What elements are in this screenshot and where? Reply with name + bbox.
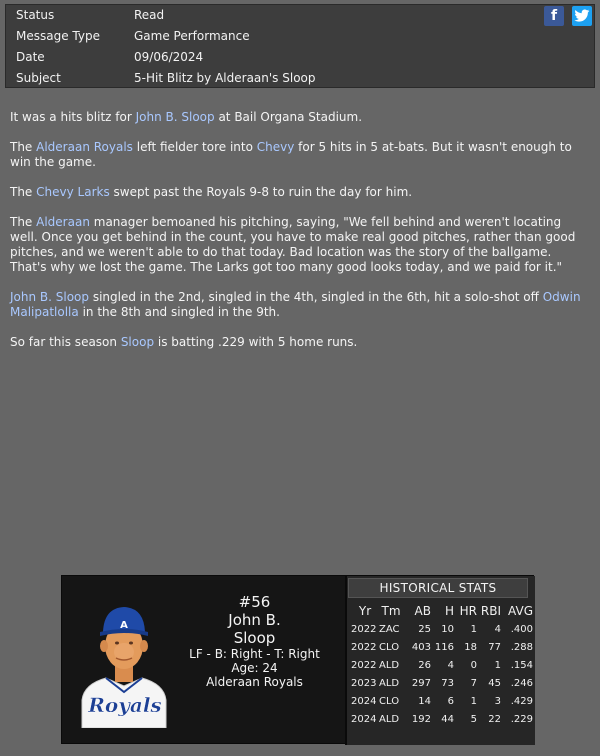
stats-cell-h: 44 — [441, 713, 454, 725]
stats-cell-rbi: 4 — [494, 623, 501, 635]
text: manager bemoaned his pitching, saying, "We fell behind and weren't locating well. Once you get behind in the count, you have to make real good pitches, rather than good pitches, and we weren't able to do that today. Bad location was the story of the ballgame. That's why we lost the game. The Larks got too many good looks today, and we paid for it." — [10, 215, 576, 274]
stats-cell-h: 73 — [441, 677, 454, 689]
text: in the 8th and singled in the 9th. — [78, 305, 280, 319]
date-value: 09/06/2024 — [134, 50, 204, 64]
text: The — [10, 185, 37, 199]
player-last-name: Sloop — [233, 629, 276, 647]
cap-letter: A — [120, 620, 128, 631]
team-link-alderaan[interactable]: Alderaan — [36, 215, 90, 229]
player-card — [61, 575, 534, 744]
article-body — [10, 110, 590, 365]
subject-value: 5-Hit Blitz by Alderaan's Sloop — [134, 71, 316, 85]
stats-cell-rbi: 45 — [488, 677, 501, 689]
status-value: Read — [134, 8, 165, 22]
article-paragraph — [10, 290, 590, 320]
stats-cell-avg: .246 — [510, 677, 533, 689]
stats-cell-hr: 1 — [470, 695, 477, 707]
message-type-label: Message Type — [16, 29, 100, 43]
status-label: Status — [16, 8, 55, 22]
player-link-sloop[interactable]: John B. Sloop — [10, 290, 90, 304]
stats-cell-yr: 2023 — [351, 677, 377, 689]
player-team: Alderaan Royals — [206, 675, 303, 689]
historical-stats-title: HISTORICAL STATS — [348, 578, 528, 598]
stats-cell-h: 4 — [447, 659, 454, 671]
date-label: Date — [16, 50, 45, 64]
stats-cell-avg: .400 — [510, 623, 533, 635]
stats-cell-h: 116 — [434, 641, 454, 653]
text: for 5 hits in 5 at-bats. But it wasn't enough to win the game. — [10, 140, 572, 169]
stats-cell-tm: ALD — [379, 713, 400, 725]
stats-cell-ab: 14 — [418, 695, 431, 707]
article-paragraph — [10, 185, 590, 200]
stats-cell-yr: 2022 — [351, 623, 377, 635]
col-avg: AVG — [508, 604, 533, 618]
stats-cell-h: 10 — [441, 623, 454, 635]
jersey-text: Royals — [88, 693, 162, 717]
twitter-share-icon[interactable] — [572, 6, 592, 26]
player-info — [172, 593, 337, 689]
text: swept past the Royals 9-8 to ruin the day for him. — [109, 185, 413, 199]
stats-cell-avg: .288 — [510, 641, 533, 653]
stats-row — [349, 656, 533, 674]
stats-body — [349, 620, 533, 728]
player-position-details: LF - B: Right - T: Right — [189, 647, 320, 661]
text: It was a hits blitz for — [10, 110, 136, 124]
col-tm: Tm — [381, 604, 401, 618]
col-rbi: RBI — [480, 604, 501, 618]
historical-stats-panel — [345, 576, 535, 745]
stats-row — [349, 710, 533, 728]
stats-cell-rbi: 77 — [488, 641, 501, 653]
stats-cell-ab: 297 — [411, 677, 431, 689]
text: left fielder tore into — [132, 140, 257, 154]
stats-cell-tm: CLO — [379, 641, 400, 653]
stats-cell-ab: 192 — [411, 713, 431, 725]
facebook-share-icon[interactable]: f — [544, 6, 564, 26]
stats-cell-ab: 26 — [418, 659, 431, 671]
stats-header-row — [349, 602, 533, 620]
stats-cell-hr: 5 — [470, 713, 477, 725]
player-first-name: John B. — [228, 611, 281, 629]
stats-cell-yr: 2024 — [351, 713, 377, 725]
col-h: H — [444, 604, 454, 618]
text: The — [10, 215, 37, 229]
stats-row — [349, 692, 533, 710]
stats-cell-ab: 25 — [418, 623, 431, 635]
twitter-bird-icon — [574, 9, 590, 23]
player-link-malipatlolla[interactable]: Odwin Malipatlolla — [10, 290, 581, 319]
text: So far this season — [10, 335, 121, 349]
stats-cell-avg: .429 — [510, 695, 533, 707]
stats-cell-hr: 18 — [464, 641, 477, 653]
stats-cell-rbi: 1 — [494, 659, 501, 671]
article-paragraph — [10, 110, 590, 125]
player-portrait[interactable] — [78, 596, 170, 728]
player-link-sloop[interactable]: John B. Sloop — [135, 110, 215, 124]
historical-stats-table — [349, 602, 533, 728]
text: singled in the 2nd, singled in the 4th, singled in the 6th, hit a solo-shot off — [89, 290, 543, 304]
article-paragraph — [10, 215, 590, 275]
col-hr: HR — [459, 604, 477, 618]
stats-row — [349, 620, 533, 638]
stats-cell-avg: .229 — [510, 713, 533, 725]
stats-cell-hr: 0 — [470, 659, 477, 671]
team-link-chevy[interactable]: Chevy — [256, 140, 295, 154]
stats-cell-tm: ALD — [379, 677, 400, 689]
stats-cell-yr: 2024 — [351, 695, 377, 707]
text: at Bail Organa Stadium. — [214, 110, 363, 124]
player-age: Age: 24 — [231, 661, 278, 675]
stats-cell-avg: .154 — [510, 659, 533, 671]
team-link-alderaan-royals[interactable]: Alderaan Royals — [36, 140, 133, 154]
stats-row — [349, 638, 533, 656]
stats-cell-ab: 403 — [411, 641, 431, 653]
article-paragraph — [10, 335, 590, 350]
subject-label: Subject — [16, 71, 61, 85]
stats-cell-hr: 1 — [470, 623, 477, 635]
article-paragraph — [10, 140, 590, 170]
stats-cell-yr: 2022 — [351, 641, 377, 653]
player-link-sloop-short[interactable]: Sloop — [120, 335, 155, 349]
message-type-value: Game Performance — [134, 29, 250, 43]
stats-cell-tm: ALD — [379, 659, 400, 671]
stats-cell-hr: 7 — [470, 677, 477, 689]
team-link-chevy-larks[interactable]: Chevy Larks — [36, 185, 110, 199]
stats-cell-h: 6 — [447, 695, 454, 707]
stats-cell-yr: 2022 — [351, 659, 377, 671]
col-yr: Yr — [358, 604, 372, 618]
stats-cell-tm: ZAC — [379, 623, 400, 635]
stats-cell-rbi: 3 — [494, 695, 501, 707]
player-number: #56 — [238, 593, 271, 611]
stats-cell-rbi: 22 — [488, 713, 501, 725]
text: is batting .229 with 5 home runs. — [154, 335, 358, 349]
stats-cell-tm: CLO — [379, 695, 400, 707]
stats-row — [349, 674, 533, 692]
col-ab: AB — [414, 604, 431, 618]
text: The — [10, 140, 37, 154]
message-header — [5, 4, 595, 88]
